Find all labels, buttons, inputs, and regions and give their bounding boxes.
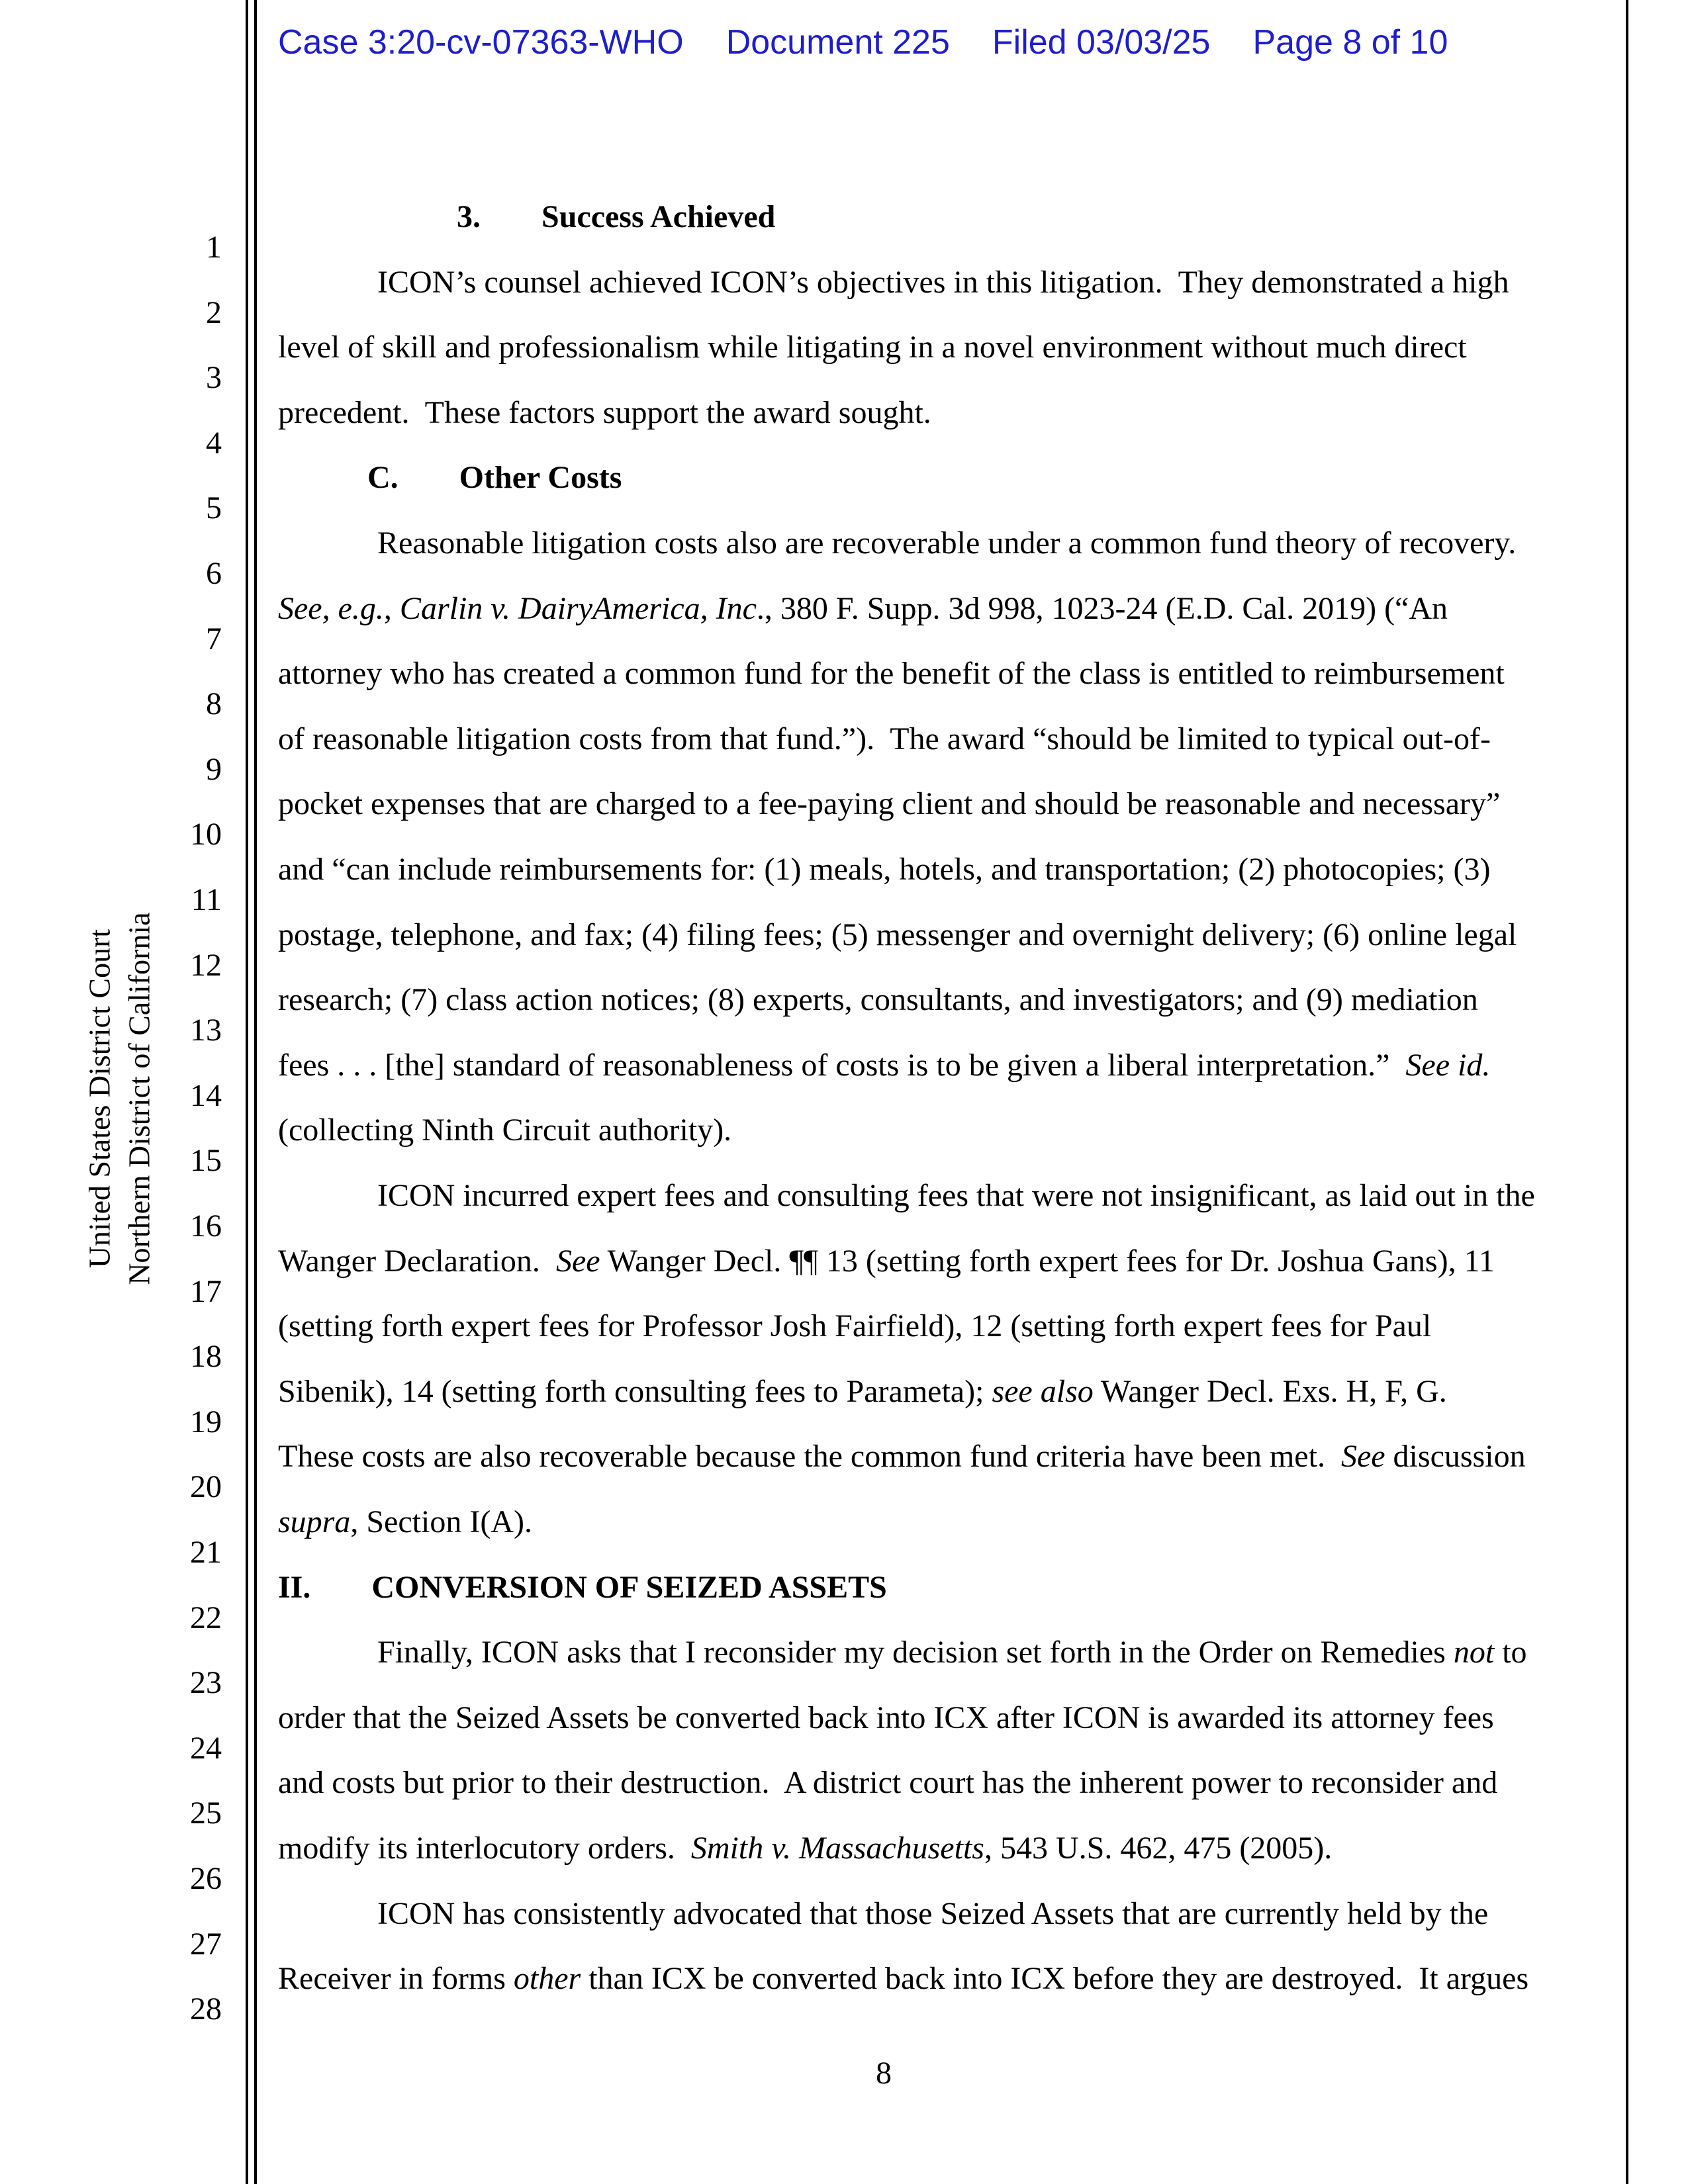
text-segment: (setting forth expert fees for Professor Josh Fairfield), 12 (setting forth expert fees for Paul <box>278 1308 1432 1344</box>
line-number: 11 <box>191 882 222 917</box>
body-line <box>278 655 1505 693</box>
text-segment: Carlin v. DairyAmerica, Inc <box>399 590 757 626</box>
line-number: 25 <box>190 1796 222 1831</box>
text-segment: ICON has consistently advocated that those Seized Assets that are currently held by the <box>377 1895 1489 1931</box>
case-stamp-header <box>278 23 1448 62</box>
body-line <box>278 1438 1526 1476</box>
text-segment: These costs are also recoverable because the common fund criteria have been met. <box>278 1439 1341 1475</box>
text-segment: , 543 U.S. 462, 475 (2005). <box>984 1831 1333 1866</box>
text-segment: postage, telephone, and fax; (4) filing fees; (5) messenger and overnight delivery; (6) online legal <box>278 917 1517 952</box>
text-segment: See <box>555 1243 600 1279</box>
line-number: 6 <box>206 556 222 591</box>
body-line <box>278 1047 1489 1085</box>
line-number: 4 <box>206 425 222 461</box>
text-segment: see also <box>992 1373 1094 1409</box>
body-line <box>278 264 1589 302</box>
body-line <box>278 394 1489 432</box>
line-number: 9 <box>206 751 222 787</box>
body-line <box>278 1504 1489 1541</box>
text-segment: , Section I(A). <box>350 1504 532 1539</box>
line-number: 21 <box>190 1535 222 1570</box>
text-segment: Wanger Decl. ¶¶ 13 (setting forth expert fees for Dr. Joshua Gans), 11 <box>600 1243 1495 1279</box>
text-segment: , <box>383 590 400 626</box>
text-segment: of reasonable litigation costs from that fund.”). The award “should be limited to typical out-of- <box>278 721 1491 756</box>
body-line <box>278 721 1489 758</box>
page-of: Page 8 of 10 <box>1252 23 1448 62</box>
line-number: 18 <box>190 1339 222 1375</box>
body-line <box>278 1177 1589 1215</box>
line-number: 15 <box>190 1143 222 1179</box>
text-segment: See <box>1340 1439 1385 1475</box>
text-segment: See id. <box>1405 1047 1491 1083</box>
body-line <box>278 459 1579 497</box>
body-line <box>278 199 1668 236</box>
line-number: 14 <box>190 1077 222 1113</box>
line-number: 23 <box>190 1665 222 1701</box>
line-number: 28 <box>190 1991 222 2027</box>
line-number: 2 <box>206 295 222 330</box>
text-segment: Success Achieved <box>541 199 776 234</box>
text-segment: CONVERSION OF SEIZED ASSETS <box>371 1569 887 1605</box>
text-segment: (collecting Ninth Circuit authority). <box>278 1113 732 1148</box>
text-segment: and costs but prior to their destruction. A district court has the inherent power to reconsider and <box>278 1765 1498 1801</box>
body-line <box>278 1308 1489 1345</box>
left-rule-outer <box>246 0 248 2184</box>
body-line <box>278 1830 1489 1868</box>
line-number: 20 <box>190 1469 222 1505</box>
text-segment: and “can include reimbursements for: (1) meals, hotels, and transportation; (2) photocopies; (3) <box>278 852 1491 887</box>
text-segment: Sibenik), 14 (setting forth consulting fees to Parameta); <box>278 1373 992 1409</box>
text-segment: ICON’s counsel achieved ICON’s objectives in this litigation. They demonstrated a high <box>377 264 1509 300</box>
text-segment: research; (7) class action notices; (8) experts, consultants, and investigators; and (9) mediation <box>278 982 1478 1018</box>
text-segment: fees . . . [the] standard of reasonableness of costs is to be given a liberal interpretation.” <box>278 1047 1406 1083</box>
vertical-court-name: United States District Court <box>82 929 117 1269</box>
text-segment: to <box>1494 1635 1527 1670</box>
text-segment: supra <box>278 1504 351 1539</box>
line-number: 26 <box>190 1861 222 1896</box>
line-number: 7 <box>206 621 222 657</box>
text-segment: Smith v. Massachusetts <box>690 1831 984 1866</box>
body-line <box>278 1634 1589 1672</box>
text-segment: precedent. These factors support the award sought. <box>278 394 931 430</box>
line-number: 8 <box>206 686 222 722</box>
filed-date: Filed 03/03/25 <box>992 23 1211 62</box>
text-segment: Reasonable litigation costs also are recoverable under a common fund theory of recovery. <box>377 525 1517 561</box>
body-line <box>278 1895 1589 1933</box>
text-segment: See, e.g. <box>278 590 384 626</box>
right-rule <box>1626 0 1628 2184</box>
body-line <box>278 1700 1494 1737</box>
text-segment: ICON incurred expert fees and consulting fees that were not insignificant, as laid out in the <box>377 1178 1535 1213</box>
text-segment: attorney who has created a common fund for the benefit of the class is entitled to reimbursement <box>278 656 1505 692</box>
text-segment: order that the Seized Assets be converted back into ICX after ICON is awarded its attorney fees <box>278 1700 1494 1735</box>
body-line <box>278 1569 1489 1607</box>
text-segment: II. <box>278 1569 311 1605</box>
text-segment: Wanger Decl. Exs. H, F, G. <box>1093 1373 1447 1409</box>
line-number: 17 <box>190 1273 222 1309</box>
text-segment: other <box>513 1961 581 1997</box>
line-number: 16 <box>190 1208 222 1244</box>
vertical-district-name: Northern District of California <box>122 912 156 1285</box>
line-number: 12 <box>190 947 222 983</box>
text-segment: pocket expenses that are charged to a fee-paying client and should be reasonable and necessary” <box>278 786 1501 822</box>
body-line <box>278 1960 1529 1998</box>
body-line <box>278 1764 1498 1802</box>
body-line <box>278 917 1517 954</box>
line-number: 3 <box>206 360 222 396</box>
text-segment: level of skill and professionalism while litigating in a novel environment without much direct <box>278 330 1467 365</box>
body-line <box>278 525 1589 563</box>
body-line <box>278 1112 1489 1150</box>
text-segment: Wanger Declaration. <box>278 1243 556 1279</box>
text-segment: not <box>1453 1635 1495 1670</box>
body-line <box>278 851 1489 889</box>
text-segment: Finally, ICON asks that I reconsider my decision set forth in the Order on Remedies <box>377 1635 1454 1670</box>
text-segment: Receiver in forms <box>278 1961 514 1997</box>
line-number: 13 <box>190 1013 222 1048</box>
text-segment: Other Costs <box>459 460 622 496</box>
line-number: 27 <box>190 1926 222 1962</box>
line-number: 1 <box>206 230 222 265</box>
line-number: 24 <box>190 1730 222 1766</box>
body-line <box>278 981 1489 1019</box>
left-rule-inner <box>254 0 257 2184</box>
text-segment: than ICX be converted back into ICX before they are destroyed. It argues <box>581 1961 1529 1997</box>
page-number: 8 <box>876 2056 892 2091</box>
line-number: 10 <box>190 817 222 852</box>
text-segment: discussion <box>1385 1439 1526 1475</box>
text-segment: 3. <box>457 199 481 234</box>
text-segment: modify its interlocutory orders. <box>278 1831 691 1866</box>
body-line <box>278 590 1489 628</box>
document-number: Document 225 <box>726 23 950 62</box>
text-segment: C. <box>367 460 399 496</box>
text-segment: ., 380 F. Supp. 3d 998, 1023-24 (E.D. Cal. 2019) (“An <box>756 590 1448 626</box>
body-line <box>278 1243 1495 1281</box>
line-number: 19 <box>190 1404 222 1439</box>
body-line <box>278 329 1489 367</box>
line-number: 5 <box>206 490 222 526</box>
body-line <box>278 786 1501 823</box>
body-line <box>278 1373 1489 1411</box>
case-number: Case 3:20-cv-07363-WHO <box>278 23 684 62</box>
line-number: 22 <box>190 1600 222 1635</box>
